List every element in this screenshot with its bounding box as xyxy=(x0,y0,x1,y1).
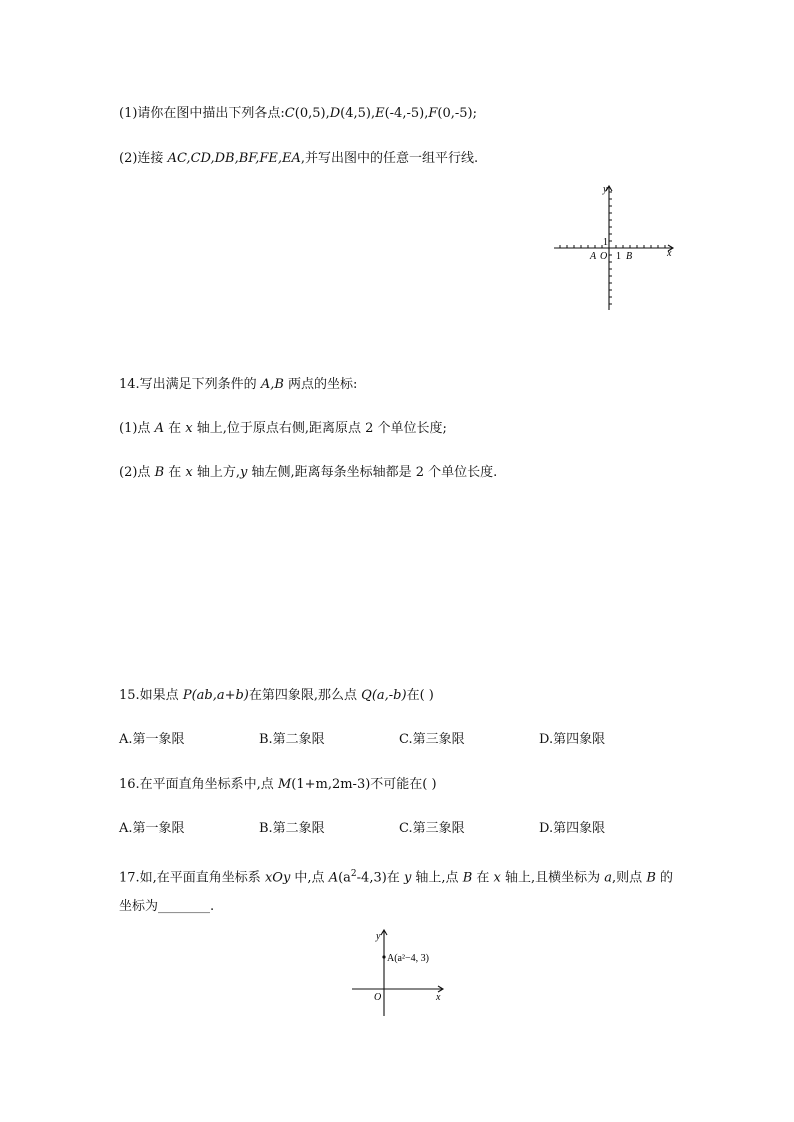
text: ,并写出图中的任意一组平行线. xyxy=(300,151,479,166)
origin-label: O xyxy=(374,992,382,1003)
point-c: C xyxy=(284,106,295,121)
coord-m: (1+m,2m-3) xyxy=(291,777,371,792)
coord-e: (-4,-5), xyxy=(384,106,429,121)
text: 两点的坐标: xyxy=(283,377,358,392)
problem14-part1 xyxy=(119,420,447,438)
text: 在 xyxy=(163,421,186,436)
problem15-option-a[interactable]: A.第一象限 xyxy=(119,732,185,747)
point-p: P xyxy=(182,688,192,703)
text: (2)点 xyxy=(119,465,155,480)
coord-f: (0,-5); xyxy=(437,106,477,121)
problem14-title xyxy=(119,376,357,394)
origin-label: O xyxy=(600,251,608,262)
point-b-label: B xyxy=(626,251,633,262)
problem17-stem xyxy=(119,865,673,887)
point-m: M xyxy=(277,777,292,792)
text: 在第四象限,那么点 xyxy=(248,688,362,703)
point-b: B xyxy=(462,870,473,886)
problem16-option-a[interactable]: A.第一象限 xyxy=(119,821,185,836)
text: (2)连接 xyxy=(119,151,168,166)
text: 的 xyxy=(655,870,674,886)
x-axis-label: x xyxy=(667,248,672,259)
point-d: D xyxy=(329,106,341,121)
problem16-option-d[interactable]: D.第四象限 xyxy=(539,821,606,836)
coord-p: (ab,a+b) xyxy=(191,688,249,703)
point-f: F xyxy=(428,106,438,121)
problem13-part2 xyxy=(119,150,478,168)
problem17-stem-line2: 坐标为________. xyxy=(119,899,215,914)
system-xoy: xOy xyxy=(264,870,291,886)
point-b: B xyxy=(646,870,656,886)
point-a-label: A xyxy=(590,251,597,262)
point-b: B xyxy=(154,465,165,480)
var-x: x xyxy=(185,421,193,436)
problem16-option-c[interactable]: C.第三象限 xyxy=(399,821,465,836)
point-a: A xyxy=(328,870,339,886)
problem17-coordinate-figure xyxy=(348,928,448,1020)
point-a-dot xyxy=(382,955,385,958)
x-axis-label: x xyxy=(436,992,441,1003)
coord-c: (0,5), xyxy=(294,106,330,121)
text: 轴上,位于原点右侧,距离原点 2 个单位长度; xyxy=(192,421,447,436)
coord-a-part2: -4,3) xyxy=(356,870,387,886)
problem15-option-d[interactable]: D.第四象限 xyxy=(539,732,606,747)
point-a-label: A(a²−4, 3) xyxy=(387,953,429,964)
text: 轴左侧,距离每条坐标轴都是 2 个单位长度. xyxy=(247,465,498,480)
var-a: a xyxy=(604,870,613,886)
text: 中,点 xyxy=(290,870,329,886)
text: 在( ) xyxy=(406,688,434,703)
y-unit-label: 1 xyxy=(603,237,608,248)
point-q: Q xyxy=(361,688,372,703)
text: (1)点 xyxy=(119,421,155,436)
text: 轴上方, xyxy=(192,465,240,480)
problem13-part1 xyxy=(119,105,477,123)
coord-d: (4,5), xyxy=(340,106,376,121)
text: 不可能在( ) xyxy=(370,777,437,792)
var-y: y xyxy=(240,465,248,480)
var-x: x xyxy=(185,465,193,480)
text: ,则点 xyxy=(612,870,647,886)
text: 16.在平面直角坐标系中,点 xyxy=(119,777,278,792)
points-ab: A,B xyxy=(260,377,284,392)
problem14-part2 xyxy=(119,464,497,482)
text: 14.写出满足下列条件的 xyxy=(119,377,261,392)
segments: AC,CD,DB,BF,FE,EA xyxy=(167,151,301,166)
coord-q: (a,-b) xyxy=(371,688,407,703)
problem15-option-c[interactable]: C.第三象限 xyxy=(399,732,465,747)
text: 在 xyxy=(386,870,404,886)
point-e: E xyxy=(375,106,385,121)
problem15-stem xyxy=(119,687,434,705)
y-axis-label: y xyxy=(376,931,381,942)
text: 轴上,点 xyxy=(411,870,463,886)
superscript: 2 xyxy=(350,869,357,879)
problem16-option-b[interactable]: B.第二象限 xyxy=(259,821,325,836)
coord-a-part1: (a xyxy=(338,870,351,886)
text: 15.如果点 xyxy=(119,688,183,703)
problem15-option-b[interactable]: B.第二象限 xyxy=(259,732,325,747)
problem16-stem xyxy=(119,776,437,794)
var-x: x xyxy=(493,870,501,886)
point-a: A xyxy=(154,421,164,436)
y-axis-label: y xyxy=(603,184,608,195)
text: 17.如,在平面直角坐标系 xyxy=(119,870,265,886)
text: 在 xyxy=(472,870,494,886)
text: 轴上,且横坐标为 xyxy=(500,870,605,886)
var-y: y xyxy=(403,870,412,886)
x-unit-label: 1 xyxy=(616,251,621,262)
problem13-coordinate-figure xyxy=(550,183,680,313)
text: 在 xyxy=(164,465,186,480)
text: (1)请你在图中描出下列各点: xyxy=(119,106,285,121)
